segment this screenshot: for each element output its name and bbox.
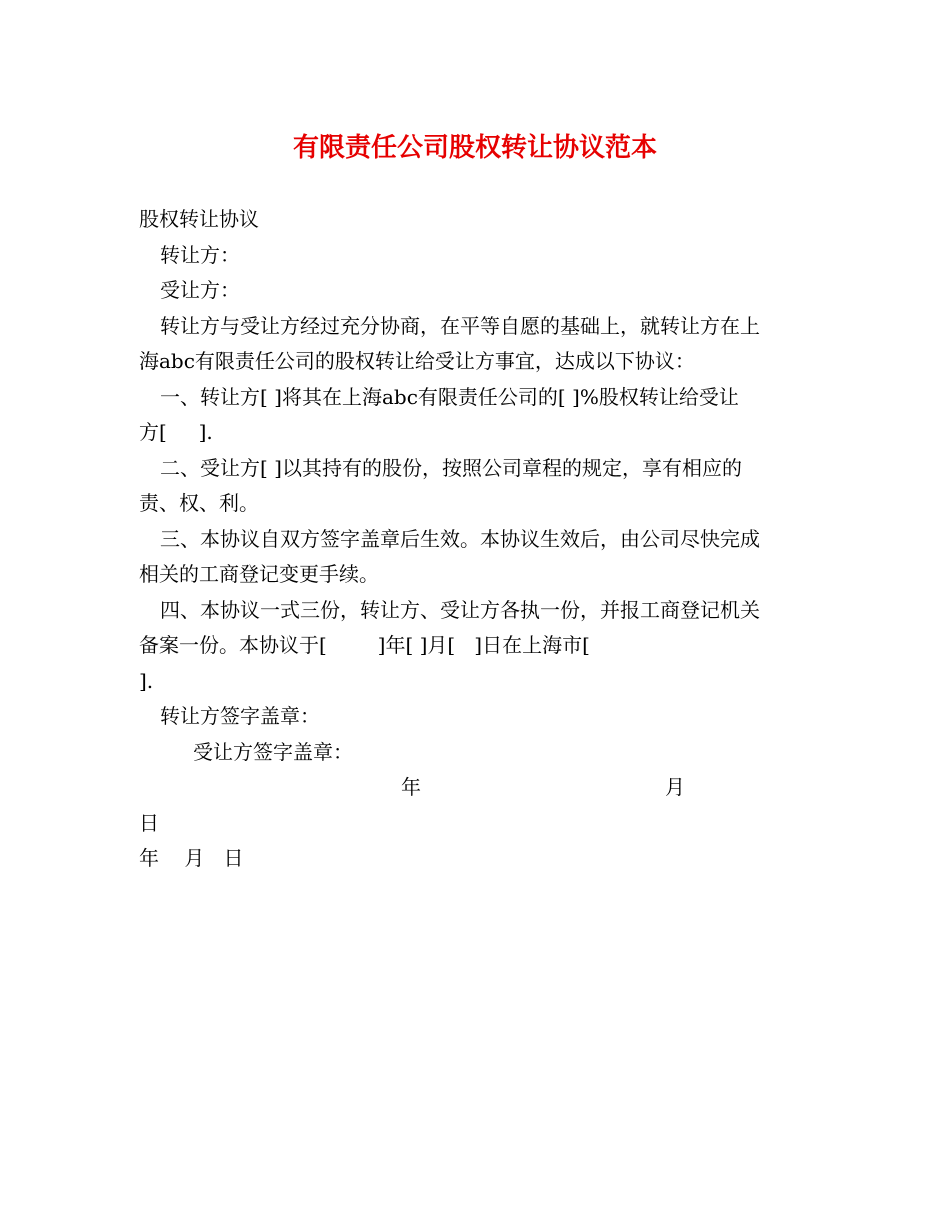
transferor-label: 转让方： bbox=[160, 242, 240, 267]
date-year-label: 年 bbox=[401, 775, 421, 799]
agreement-heading: 股权转让协议 bbox=[139, 207, 259, 231]
transferee-signature-label: 受让方签字盖章： bbox=[193, 739, 353, 764]
date-month-label: 月 bbox=[665, 775, 685, 799]
clause-2-line-1: 二、受让方[ ]以其持有的股份，按照公司章程的规定，享有相应的 bbox=[160, 455, 742, 480]
preamble-line-1: 转让方与受让方经过充分协商，在平等自愿的基础上，就转让方在上 bbox=[160, 313, 760, 338]
clause-1-line-1: 一、转让方[ ]将其在上海abc有限责任公司的[ ]%股权转让给受让 bbox=[160, 384, 739, 409]
document-body bbox=[139, 202, 813, 877]
clause-4-line-3: ]. bbox=[139, 668, 154, 693]
transferee-label: 受让方： bbox=[160, 278, 240, 302]
clause-2-line-2: 责、权、利。 bbox=[139, 491, 259, 515]
date-line-2: 年 月 日 bbox=[139, 846, 244, 870]
date-day-label: 日 bbox=[139, 810, 159, 835]
clause-4-line-2: 备案一份。本协议于[ ]年[ ]月[ ]日在上海市[ bbox=[139, 633, 590, 657]
transferor-signature-label: 转让方签字盖章： bbox=[160, 704, 320, 728]
preamble-line-2: 海abc有限责任公司的股权转让给受让方事宜，达成以下协议： bbox=[139, 349, 695, 373]
clause-3-line-2: 相关的工商登记变更手续。 bbox=[139, 562, 379, 586]
document-title: 有限责任公司股权转让协议范本 bbox=[292, 133, 657, 163]
clause-4-line-1: 四、本协议一式三份，转让方、受让方各执一份，并报工商登记机关 bbox=[160, 597, 760, 622]
clause-3-line-1: 三、本协议自双方签字盖章后生效。本协议生效后，由公司尽快完成 bbox=[160, 526, 760, 551]
signature-date-row bbox=[139, 770, 813, 806]
clause-1-line-2: 方[ ]. bbox=[139, 420, 213, 444]
